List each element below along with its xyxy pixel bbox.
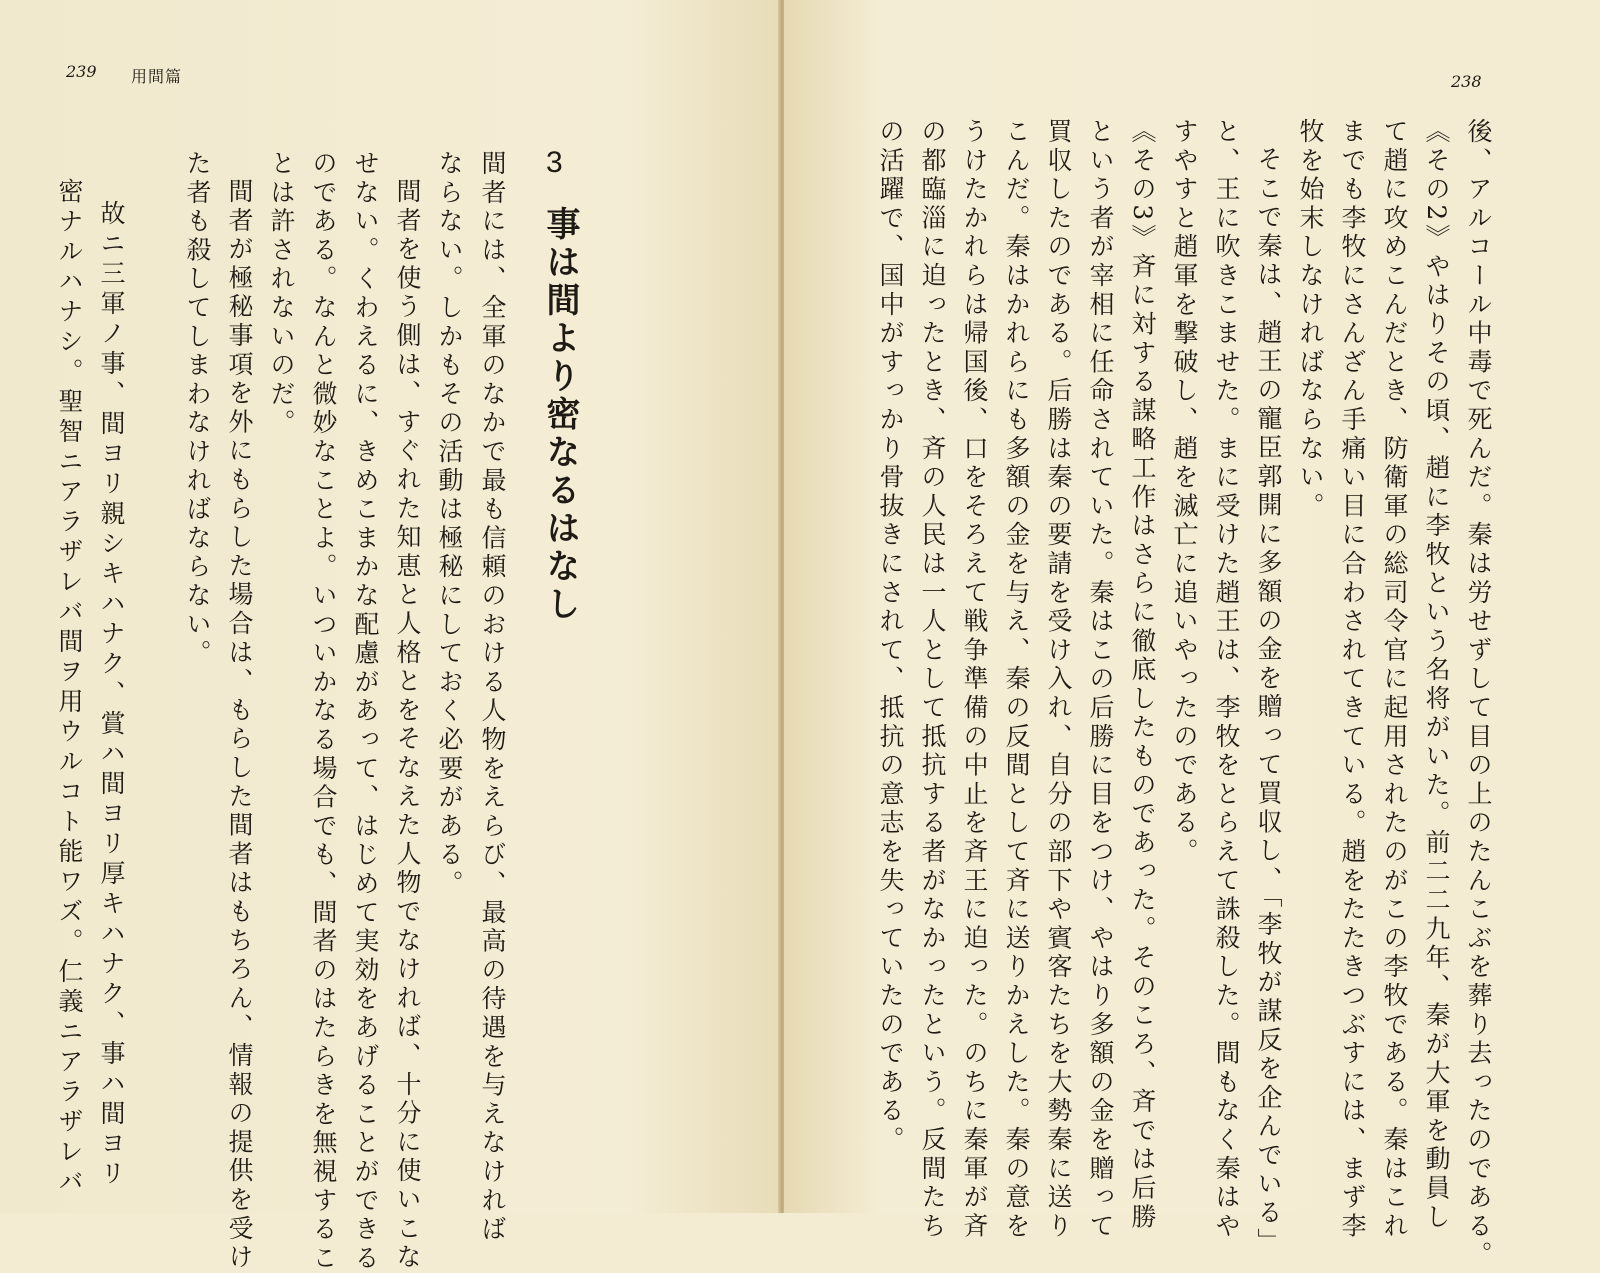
body-line: ならない。しかもその活動は極秘にしておく必要がある。 [435,150,464,899]
right-page [784,0,1600,1270]
section-title: 事は間より密なるはなし [540,206,580,624]
body-line: 《その2》やはりその頃、趙に李牧という名将がいた。前二二九年、秦が大軍を動員し [1422,118,1451,1233]
body-line: こんだ。秦はかれらにも多額の金を与え、秦の反間として斉に送りかえした。秦の意を [1002,118,1031,1242]
classical-quote-line: 故ニ三軍ノ事、間ヨリ親シキハナク、賞ハ間ヨリ厚キハナク、事ハ間ヨリ [97,200,126,1190]
body-line: までも李牧にさんざん手痛い目に合わされてきている。趙をたたきつぶすには、まず李 [1338,118,1367,1242]
body-line: 《その3》斉に対する謀略工作はさらに徹底したものであった。そのころ、斉では后勝 [1128,118,1157,1233]
body-line: 間者が極秘事項を外にもらした場合は、もらした間者はもちろん、情報の提供を受け [225,178,254,1273]
body-line: という者が宰相に任命されていた。秦はこの后勝に目をつけ、やはり多額の金を贈って [1086,118,1115,1242]
body-line: 買収したのである。后勝は秦の要請を受け入れ、自分の部下や賓客たちを大勢秦に送り [1044,118,1073,1242]
body-line: 間者を使う側は、すぐれた知恵と人格とをそなえた人物でなければ、十分に使いこな [393,178,422,1273]
body-line: の活躍で、国中がすっかり骨抜きにされて、抵抗の意志を失っていたのである。 [876,118,905,1155]
body-line: そこで秦は、趙王の寵臣郭開に多額の金を贈って買収し、「李牧が謀反を企んでいる」 [1254,146,1283,1257]
body-line: とは許されないのだ。 [267,150,296,438]
page-number-right: 238 [1451,72,1482,91]
body-line: 間者には、全軍のなかで最も信頼のおける人物をえらび、最高の待遇を与えなければ [478,150,507,1245]
body-line: のである。なんと微妙なことよ。いついかなる場合でも、間者のはたらきを無視するこ [309,150,338,1273]
running-head: 用間篇 [131,67,183,86]
body-line: せない。くわえるに、きめこまかな配慮があって、はじめて実効をあげることができる [351,150,380,1273]
body-line: 牧を始末しなければならない。 [1296,118,1325,522]
body-line: すやすと趙軍を撃破し、趙を滅亡に追いやったのである。 [1170,118,1199,867]
body-line: て趙に攻めこんだとき、防衛軍の総司令官に起用されたのがこの李牧である。秦はこれ [1380,118,1409,1242]
classical-quote-line: 密ナルハナシ。聖智ニアラザレバ間ヲ用ウルコト能ワズ。仁義ニアラザレバ [55,178,84,1198]
body-line: と、王に吹きこませた。まに受けた趙王は、李牧をとらえて誅殺した。間もなく秦はや [1212,118,1241,1242]
body-line: の都臨淄に迫ったとき、斉の人民は一人として抵抗する者がなかったという。反間たち [918,118,947,1242]
body-line: た者も殺してしまわなければならない。 [183,150,212,669]
body-line: 後、アルコール中毒で死んだ。秦は労せずして目の上のたんこぶを葬り去ったのである。 [1464,118,1493,1270]
section-number: 3 [546,146,563,179]
left-page [0,0,780,1273]
body-line: うけたかれらは帰国後、口をそろえて戦争準備の中止を斉王に迫った。のちに秦軍が斉 [960,118,989,1242]
page-number-left: 239 [66,62,97,81]
